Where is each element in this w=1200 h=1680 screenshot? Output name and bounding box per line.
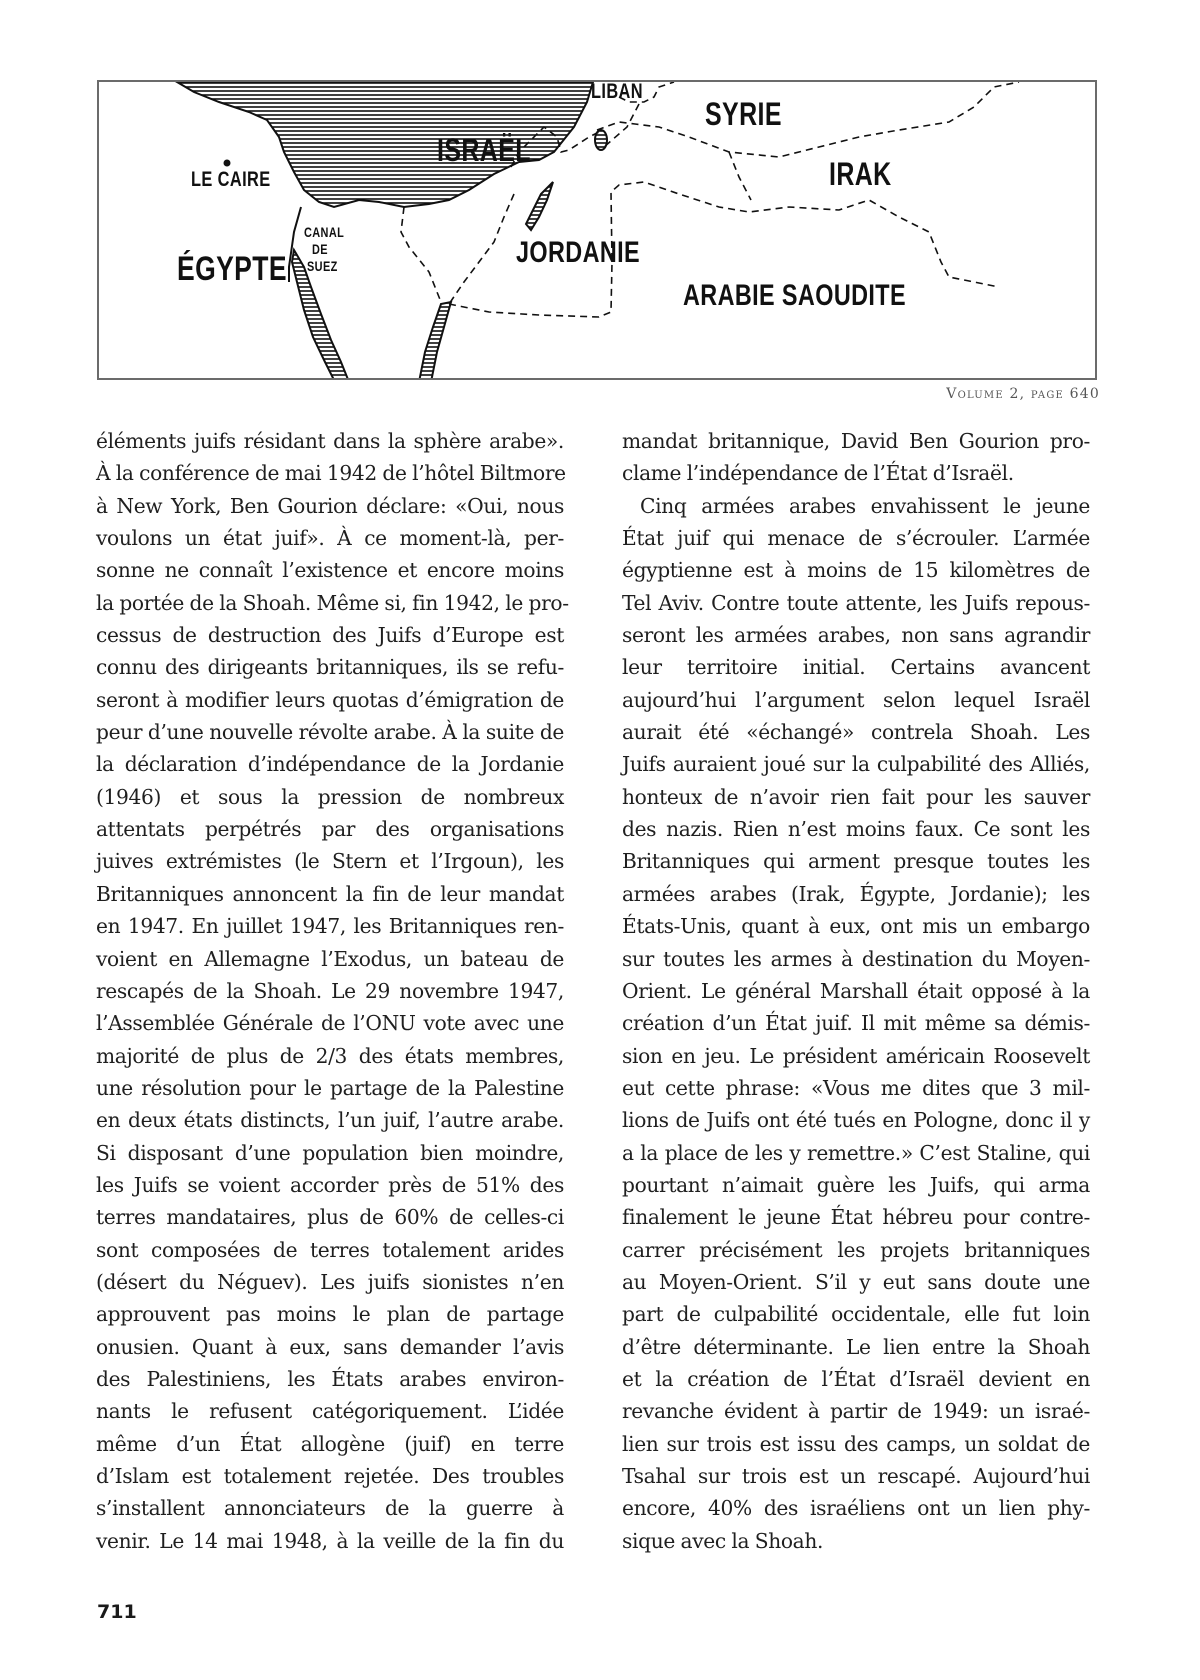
text-line: éléments juifs résidant dans la sphère arabe». <box>96 429 564 453</box>
text-line: mandat britannique, David Ben Gourion pro- <box>622 429 1090 453</box>
text-line: sique avec la Shoah. <box>622 1528 824 1553</box>
text-line: seront les armées arabes, non sans agrandir <box>622 623 1090 648</box>
text-line: rescapés de la Shoah. Le 29 novembre 1947, <box>96 978 564 1003</box>
map-label-le-caire: LE CAIRE <box>191 168 271 191</box>
text-line: part de culpabilité occidentale, elle fut loin <box>622 1302 1090 1327</box>
dead-sea <box>526 182 553 230</box>
text-line: Tel Aviv. Contre toute attente, les Juifs repous- <box>622 590 1090 615</box>
text-line: sur toutes les armes à destination du Moyen- <box>622 946 1090 971</box>
text-line: a la place de les y remettre.» C’est Staline, qui <box>622 1140 1090 1165</box>
map-label-de: DE <box>312 241 328 257</box>
text-line: juives extrémistes (le Stern et l’Irgoun), les <box>96 849 564 874</box>
map-label-suez: SUEZ <box>307 258 338 274</box>
text-line: au Moyen-Orient. S’il y eut sans doute une <box>622 1269 1090 1294</box>
page-number: 711 <box>97 1601 137 1623</box>
text-line: revanche évident à partir de 1949: un israé- <box>622 1399 1090 1424</box>
text-line: À la conférence de mai 1942 de l’hôtel Biltmore <box>96 461 566 486</box>
text-line: d’être déterminante. Le lien entre la Shoah <box>622 1334 1090 1359</box>
text-line: clame l’indépendance de l’État d’Israël. <box>622 461 1014 486</box>
text-line: connu des dirigeants britanniques, ils se refu- <box>96 655 564 680</box>
text-line: des Palestiniens, les États arabes environ- <box>96 1366 564 1391</box>
map-label-jordanie: JORDANIE <box>516 236 641 269</box>
text-line: (1946) et sous la pression de nombreux <box>96 784 564 809</box>
text-line: armées arabes (Irak, Égypte, Jordanie); les <box>622 881 1090 906</box>
text-line: terres mandataires, plus de 60% de celles-ci <box>96 1205 564 1230</box>
text-line: égyptienne est à moins de 15 kilomètres de <box>622 558 1090 583</box>
map-figure <box>97 80 1097 380</box>
text-line: aujourd’hui l’argument selon lequel Israël <box>622 687 1090 712</box>
text-line: leur territoire initial. Certains avancent <box>622 655 1090 680</box>
text-line: création d’un État juif. Il mit même sa démis- <box>622 1011 1090 1036</box>
text-line: Orient. Le général Marshall était opposé à la <box>622 978 1090 1003</box>
text-line: une résolution pour le partage de la Palestine <box>96 1075 564 1100</box>
text-line: Si disposant d’une population bien moindre, <box>96 1140 564 1165</box>
text-line: voulons un état juif». À ce moment-là, per- <box>96 526 564 551</box>
text-line: majorité de plus de 2/3 des états membres, <box>96 1043 564 1068</box>
text-line: et la création de l’État d’Israël devient en <box>622 1366 1090 1391</box>
text-line: Cinq armées arabes envahissent le jeune <box>640 493 1090 518</box>
text-line: à New York, Ben Gourion déclare: «Oui, nous <box>96 493 564 518</box>
text-line: Tsahal sur trois est un rescapé. Aujourd’hui <box>622 1464 1090 1488</box>
text-line: la portée de la Shoah. Même si, fin 1942, le pro- <box>96 590 569 615</box>
map-label-liban: LIBAN <box>591 80 644 103</box>
map-label-syrie: SYRIE <box>705 96 782 132</box>
text-line: voient en Allemagne l’Exodus, un bateau de <box>96 946 564 971</box>
text-line: venir. Le 14 mai 1948, à la veille de la fin du <box>96 1528 564 1553</box>
text-line: finalement le jeune État hébreu pour contre- <box>622 1205 1090 1230</box>
text-line: (désert du Néguev). Les juifs sionistes n’en <box>96 1269 564 1294</box>
text-line: des nazis. Rien n’est moins faux. Ce sont les <box>622 817 1090 842</box>
text-line: sont composées de terres totalement arides <box>96 1237 564 1262</box>
text-line: la déclaration d’indépendance de la Jordanie <box>96 752 564 777</box>
text-line: les Juifs se voient accorder près de 51% des <box>96 1172 564 1197</box>
text-line: encore, 40% des israéliens ont un lien phy- <box>622 1496 1090 1521</box>
text-line: en 1947. En juillet 1947, les Britanniques ren- <box>96 914 564 939</box>
text-line: États-Unis, quant à eux, ont mis un embargo <box>622 914 1090 939</box>
text-line: carrer précisément les projets britanniques <box>622 1237 1090 1262</box>
text-line: l’Assemblée Générale de l’ONU vote avec une <box>96 1011 564 1036</box>
text-line: s’installent annonciateurs de la guerre à <box>96 1496 564 1521</box>
text-line: État juif qui menace de s’écrouler. L’armée <box>622 526 1090 551</box>
text-line: peur d’une nouvelle révolte arabe. À la suite de <box>96 720 564 745</box>
map-label-israel: ISRAËL <box>437 132 531 168</box>
text-line: sonne ne connaît l’existence et encore moins <box>96 558 564 583</box>
text-line: lien sur trois est issu des camps, un soldat de <box>622 1431 1090 1456</box>
text-line: sion en jeu. Le président américain Roosevelt <box>622 1043 1090 1068</box>
text-line: cessus de destruction des Juifs d’Europe est <box>96 623 564 648</box>
text-line: même d’un État allogène (juif) en terre <box>96 1431 564 1456</box>
map-label-egypte: ÉGYPTE <box>177 250 287 288</box>
text-line: pourtant n’aimait guère les Juifs, qui arma <box>622 1172 1090 1197</box>
text-line: Britanniques annoncent la fin de leur mandat <box>96 881 564 906</box>
cairo-dot <box>224 160 231 167</box>
text-line: seront à modifier leurs quotas d’émigration de <box>96 687 564 712</box>
text-line: d’Islam est totalement rejetée. Des troubles <box>96 1464 564 1488</box>
map-label-arabie-saoudite: ARABIE SAOUDITE <box>683 279 906 312</box>
text-line: eut cette phrase: «Vous me dites que 3 mil- <box>622 1075 1090 1100</box>
map-label-irak: IRAK <box>829 156 892 192</box>
text-line: Britanniques qui arment presque toutes les <box>622 849 1090 874</box>
text-column-right <box>622 425 1090 1557</box>
text-column-left <box>96 425 569 1557</box>
text-line: onusien. Quant à eux, sans demander l’avis <box>96 1334 564 1359</box>
text-line: aurait été «échangé» contrela Shoah. Les <box>622 720 1090 745</box>
map-caption: Volume 2, page 640 <box>946 386 1100 402</box>
text-line: en deux états distincts, l’un juif, l’autre arabe. <box>96 1108 564 1133</box>
text-line: lions de Juifs ont été tués en Pologne, donc il y <box>622 1108 1090 1133</box>
text-line: nants le refusent catégoriquement. L’idée <box>96 1399 564 1424</box>
map-label-canal: CANAL <box>304 224 345 240</box>
gulf-of-aqaba <box>419 302 451 380</box>
text-line: honteux de n’avoir rien fait pour les sauver <box>622 784 1090 809</box>
text-line: approuvent pas moins le plan de partage <box>96 1302 564 1327</box>
map-drawing <box>99 82 1097 380</box>
text-line: attentats perpétrés par des organisations <box>96 817 564 842</box>
text-line: Juifs auraient joué sur la culpabilité des Alliés, <box>622 752 1090 777</box>
